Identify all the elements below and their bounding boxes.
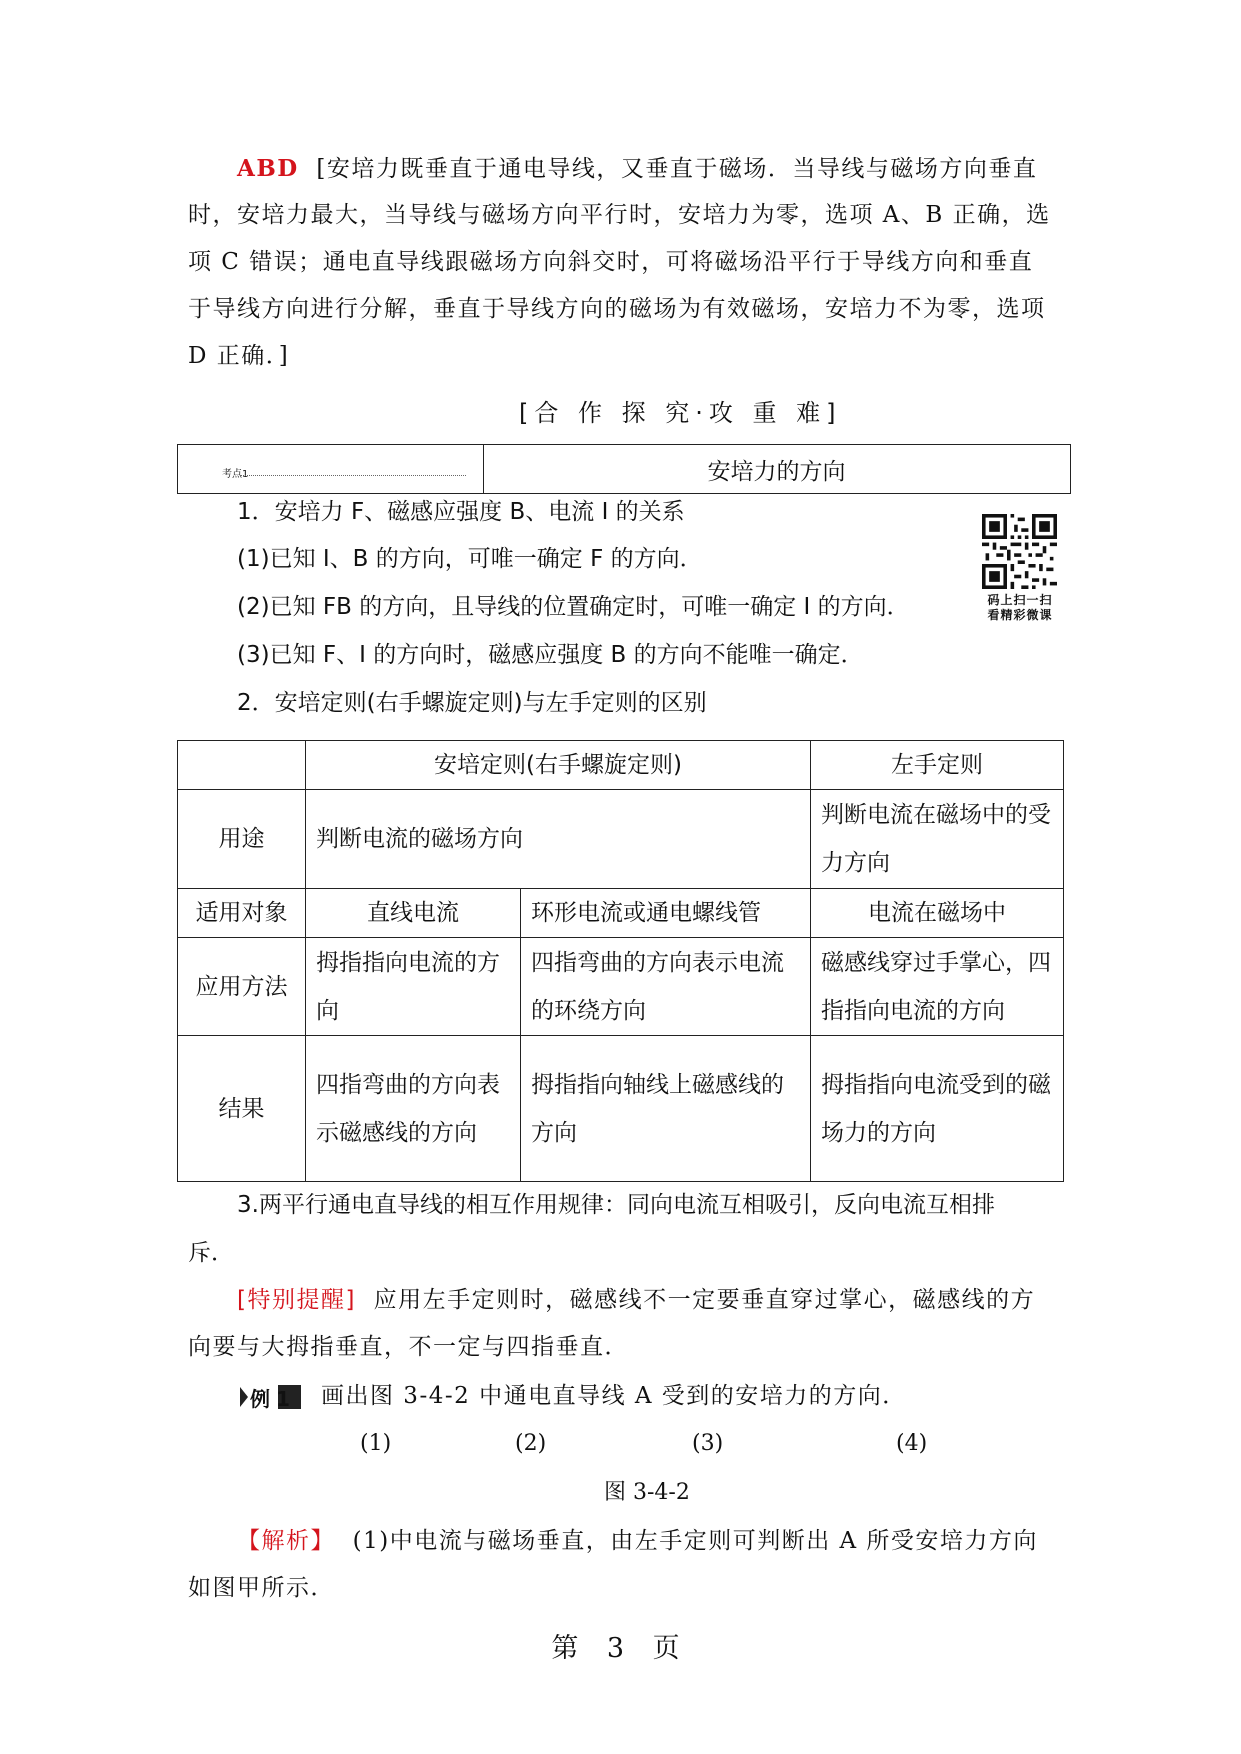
cell-object-straight: 直线电流 bbox=[306, 889, 521, 938]
point-3-line-2: 斥． bbox=[188, 1240, 234, 1266]
table-row bbox=[178, 1036, 1064, 1182]
cell-result-straight: 四指弯曲的方向表示磁感线的方向 bbox=[306, 1036, 521, 1182]
analysis-text-1: (1)中电流与磁场垂直，由左手定则可判断出 A 所受安培力方向 bbox=[352, 1528, 1038, 1554]
row-label-result: 结果 bbox=[178, 1036, 306, 1182]
qr-caption bbox=[975, 593, 1065, 623]
qr-code-icon[interactable] bbox=[982, 514, 1057, 589]
reminder-label: [特别提醒] bbox=[237, 1287, 356, 1313]
analysis-label: 【解析】 bbox=[237, 1528, 335, 1554]
analysis-line-1 bbox=[237, 1518, 1038, 1565]
section-heading: [合 作 探 究·攻 重 难] bbox=[519, 399, 842, 427]
table-row bbox=[178, 790, 1064, 889]
qr-caption-line-2: 看精彩微课 bbox=[987, 608, 1053, 622]
table-cell-empty bbox=[178, 741, 306, 790]
figure-label-1: (1) bbox=[360, 1431, 392, 1456]
table-row bbox=[178, 889, 1064, 938]
row-label-object: 适用对象 bbox=[178, 889, 306, 938]
cell-method-straight: 拇指指向电流的方向 bbox=[306, 938, 521, 1036]
point-1: 1．安培力 F、磁感应强度 B、电流 I 的关系 bbox=[237, 499, 685, 525]
answer-text-1: [安培力既垂直于通电导线，又垂直于磁场．当导线与磁场方向垂直 bbox=[316, 156, 1038, 182]
topic-title: 安培力的方向 bbox=[707, 459, 846, 485]
answer-line-1 bbox=[237, 145, 1037, 193]
example-text: 画出图 3-4-2 中通电直导线 A 受到的安培力的方向． bbox=[321, 1383, 907, 1409]
row-label-method: 应用方法 bbox=[178, 938, 306, 1036]
reminder-line-1 bbox=[237, 1277, 1035, 1324]
topic-box bbox=[177, 444, 1071, 494]
cell-result-left: 拇指指向电流受到的磁场力的方向 bbox=[811, 1036, 1064, 1182]
figure-label-3: (3) bbox=[692, 1431, 724, 1456]
cell-result-ring: 拇指指向轴线上磁感线的方向 bbox=[521, 1036, 811, 1182]
figure-label-2: (2) bbox=[515, 1431, 547, 1456]
cell-use-left: 判断电流在磁场中的受力方向 bbox=[811, 790, 1064, 889]
example-badge-text: 例1 bbox=[250, 1387, 296, 1411]
point-1-1: (1)已知 I、B 的方向，可唯一确定 F 的方向． bbox=[237, 546, 703, 572]
comparison-table bbox=[177, 740, 1064, 1182]
reminder-text-1: 应用左手定则时，磁感线不一定要垂直穿过掌心，磁感线的方 bbox=[373, 1287, 1036, 1313]
row-label-use: 用途 bbox=[178, 790, 306, 889]
cell-method-left: 磁感线穿过手掌心，四指指向电流的方向 bbox=[811, 938, 1064, 1036]
point-1-2: (2)已知 FB 的方向，且导线的位置确定时，可唯一确定 I 的方向． bbox=[237, 594, 910, 620]
point-3-line-1: 3.两平行通电直导线的相互作用规律：同向电流互相吸引，反向电流互相排 bbox=[237, 1192, 995, 1218]
figure-label-4: (4) bbox=[896, 1431, 928, 1456]
answer-line-4: 于导线方向进行分解，垂直于导线方向的磁场为有效磁场，安培力不为零，选项 bbox=[188, 296, 1046, 322]
answer-line-3: 项 C 错误；通电直导线跟磁场方向斜交时，可将磁场沿平行于导线方向和垂直 bbox=[188, 249, 1034, 275]
table-row bbox=[178, 741, 1064, 790]
table-header-ampere: 安培定则(右手螺旋定则) bbox=[306, 741, 811, 790]
table-header-left: 左手定则 bbox=[811, 741, 1064, 790]
page-number: 第 3 页 bbox=[551, 1633, 690, 1664]
example-badge-label bbox=[250, 1383, 298, 1412]
point-2: 2．安培定则(右手螺旋定则)与左手定则的区别 bbox=[237, 690, 707, 716]
answer-line-2: 时，安培力最大，当导线与磁场方向平行时，安培力为零，选项 A、B 正确，选 bbox=[188, 202, 1051, 228]
qr-caption-line-1: 码上扫一扫 bbox=[987, 593, 1053, 607]
figure-caption: 图 3-4-2 bbox=[604, 1480, 690, 1505]
cell-object-left: 电流在磁场中 bbox=[811, 889, 1064, 938]
answer-line-5: D 正确．] bbox=[188, 343, 290, 369]
table-row bbox=[178, 938, 1064, 1036]
point-1-3: (3)已知 F、I 的方向时，磁感应强度 B 的方向不能唯一确定． bbox=[237, 642, 864, 668]
cell-use-ampere: 判断电流的磁场方向 bbox=[306, 790, 811, 889]
reminder-line-2: 向要与大拇指垂直，不一定与四指垂直． bbox=[188, 1334, 629, 1360]
cell-object-ring: 环形电流或通电螺线管 bbox=[521, 889, 811, 938]
cell-method-ring: 四指弯曲的方向表示电流的环绕方向 bbox=[521, 938, 811, 1036]
topic-tag: 考点1 bbox=[222, 469, 249, 480]
topic-dotted-line bbox=[240, 475, 466, 476]
answer-label: ABD bbox=[237, 155, 299, 182]
analysis-line-2: 如图甲所示． bbox=[188, 1575, 335, 1601]
